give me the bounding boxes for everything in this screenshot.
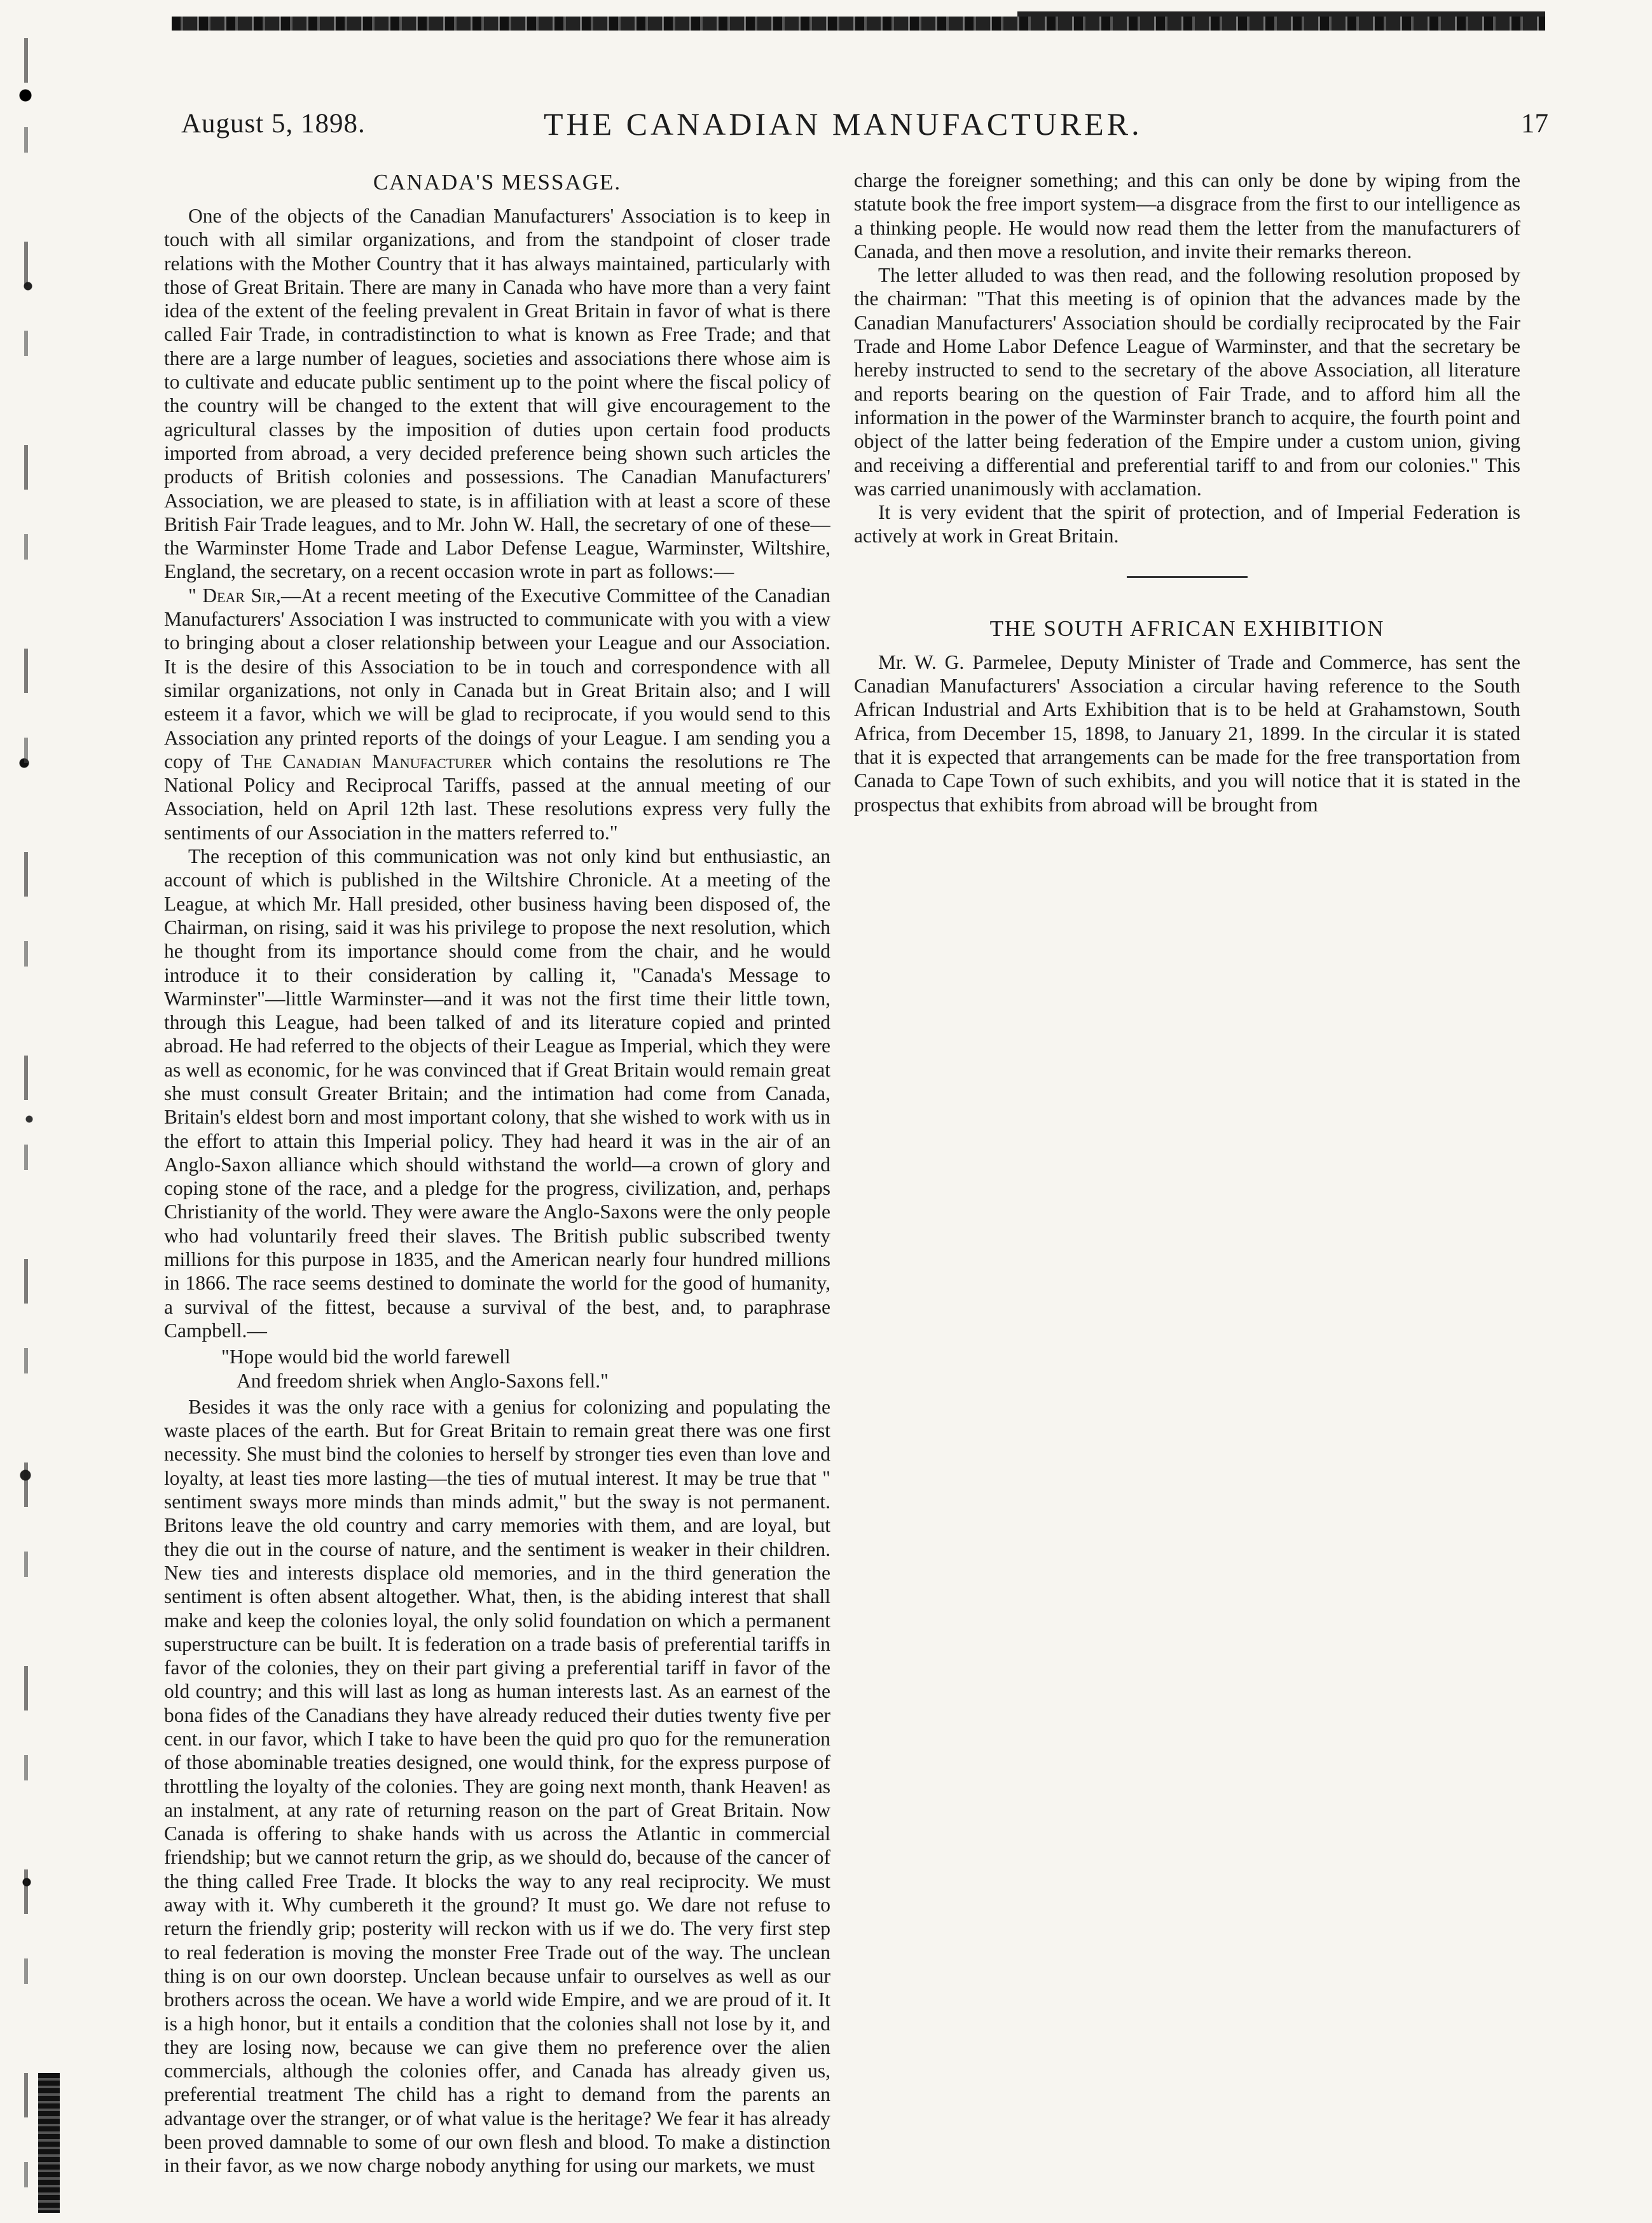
poem-line: "Hope would bid the world farewell <box>221 1346 511 1368</box>
scan-edge-top <box>172 17 1545 31</box>
left-column <box>164 169 830 2184</box>
binding-shadow <box>24 38 28 2200</box>
right-column <box>854 169 1520 2184</box>
poem-quote <box>221 1345 830 1393</box>
letter-salutation: " Dear Sir, <box>188 584 281 607</box>
article-paragraph: The reception of this communication was not only kind but enthusiastic, an account of which is published in the Wiltshire Chronicle. At a meeting of the League, at which Mr. Hall presided, other business having been disposed of, the Chairman, on rising, said it was his privilege to propose the next resolution, which he thought from its importance should come from the chair, and he would introduce it to their consideration by calling it, "Canada's Message to Warminster"—little Warminster—and it was not the first time their little town, through this League, had been talked of and its literature copied and printed abroad. He had referred to the objects of their League as Imperial, which they were as well as economic, for he was convinced that if Great Britain would remain great she must consult Greater Britain; and the intimation had come from Canada, Britain's eldest born and most important colony, that she wished to work with us in the effort to attain this Imperial policy. They had heard it was in the air of an Anglo-Saxon alliance which should withstand the world—a crown of glory and coping stone of the race, and a pledge for the progress, civilization, and, perhaps Christianity of the world. They were aware the Anglo-Saxons were the only people who had voluntarily freed their slaves. The British public subscribed twenty millions for this purpose in 1835, and the American nearly four hundred millions in 1866. The race seems destined to dominate the world for the good of humanity, a survival of the fittest, because a survival of the best, and, to paraphrase Campbell.— <box>164 845 830 1342</box>
letter-text: —At a recent meeting of the Executive Committee of the Canadian Manufacturers' Association I was instructed to communicate with you with a view to bringing about a closer relationship between your League and our Association. It is the desire of this Association to be in touch and correspondence with all similar organizations, not only in Canada but in Great Britain also; and I will esteem it a favor, which we will be glad to reciprocate, if you would send to this Association any printed reports of the doings of your League. I am sending you a copy of <box>164 584 830 773</box>
scan-edge-top-dark <box>1017 11 1545 17</box>
article-paragraph-continuation: charge the foreigner something; and this can only be done by wiping from the statute book the free import system—a disgrace from the first to our intelligence as a thinking people. He would now read them the letter from the manufacturers of Canada, and then move a resolution, and invite their remarks thereon. <box>854 169 1520 263</box>
article-paragraph: The letter alluded to was then read, and the following resolution proposed by the chairman: "That this meeting is of opinion that the advances made by the Canadian Manufacturers' Association should be cordially reciprocated by the Fair Trade and Home Labor Defence League of Warminster, and that the secretary be hereby instructed to send to the secretary of the above Association, all literature and reports bearing on the question of Fair Trade, and to afford him all the information in the power of the Warminster branch to acquire, the fourth point and object of the latter being federation of the Empire under a custom union, giving and receiving a differential and preferential tariff to and from our colonies." This was carried unanimously with acclamation. <box>854 264 1520 500</box>
article-paragraph: It is very evident that the spirit of protection, and of Imperial Federation is actively at work in Great Britain. <box>854 501 1520 547</box>
poem-line: And freedom shriek when Anglo-Saxons fell." <box>237 1369 609 1392</box>
publication-title: THE CANADIAN MANUFACTURER. <box>544 106 1143 142</box>
binding-bottom-shadow <box>38 2073 60 2213</box>
article-title: THE SOUTH AFRICAN EXHIBITION <box>989 616 1385 641</box>
publication-reference: The Canadian Manufacturer <box>241 750 492 773</box>
section-divider <box>1127 576 1248 578</box>
article-paragraph: One of the objects of the Canadian Manufacturers' Association is to keep in touch with all similar organizations, and from the standpoint of closer trade relations with the Mother Country that it has always maintained, particularly with those of Great Britain. There are many in Canada who have more than a very faint idea of the extent of the feeling prevalent in Great Britain in favor of what is there called Fair Trade, in contradistinction to what is known as Free Trade; and that there are a large number of leagues, societies and associations there whose aim is to cultivate and educate public sentiment up to the point where the fiscal policy of the country will be changed to the extent that will give encouragement to the agricultural classes by the imposition of duties upon certain food products imported from abroad, a very decided preference being shown such articles the products of British colonies and possessions. The Canadian Manufacturers' Association, we are pleased to state, is in affiliation with at least a score of these British Fair Trade leagues, and to Mr. John W. Hall, the secretary of one of these—the Warminster Home Trade and Labor Defense League, Warminster, Wiltshire, England, the secretary, on a recent occasion wrote in part as follows:— <box>164 205 830 583</box>
letter-paragraph <box>164 584 830 844</box>
article-paragraph: Mr. W. G. Parmelee, Deputy Minister of Trade and Commerce, has sent the Canadian Manufacturers' Association a circular having reference to the South African Industrial and Arts Exhibition that is to be held at Grahamstown, South Africa, from December 15, 1898, to January 21, 1899. In the circular it is stated that it is expected that arrangements can be made for the free transportation from Canada to Cape Town of such exhibits, and you will notice that it is stated in the prospectus that exhibits from abroad will be brought from <box>854 650 1520 816</box>
page-header <box>181 108 1548 153</box>
page-number: 17 <box>1521 109 1548 139</box>
article-paragraph-continued: Besides it was the only race with a genius for colonizing and populating the waste places of the earth. But for Great Britain to remain great there was one first necessity. She must bind the colonies to herself by stronger ties even than love and loyalty, at least ties more lasting—the ties of mutual interest. It may be true that " sentiment sways more minds than minds admit," but the sway is not permanent. Britons leave the old country and carry memories with them, and are loyal, but they die out in the course of nature, and the sentiment is weaker in their children. New ties and interests displace old memories, and in the third generation the sentiment is often absent altogether. What, then, is the abiding interest that shall make and keep the colonies loyal, the only solid foundation on which a permanent superstructure can be built. It is federation on a trade basis of preferential tariffs in favor of the colonies, they on their part giving a preferential tariff in favor of the old country; and this will last as long as human interests last. As an earnest of the bona fides of the Canadians they have already reduced their duties twenty five per cent. in our favor, which I take to have been the quid pro quo for the remuneration of those abominable treaties designed, one would think, for the express purpose of throttling the loyalty of the colonies. They are going next month, thank Heaven! as an instalment, at any rate of returning reason on the part of Great Britain. Now Canada is offering to shake hands with us across the Atlantic in commercial friendship; but we cannot return the grip, as we should do, because of the cancer of the thing called Free Trade. It blocks the way to any real reciprocity. We must away with it. Why cumbereth it the ground? It must go. We dare not refuse to return the friendly grip; posterity will reckon with us if we do. The very first step to real federation is moving the monster Free Trade out of the way. The unclean thing is on our own doorstep. Unclean because unfair to ourselves as well as our brothers across the ocean. We have a world wide Empire, and we are proud of it. It is a high honor, but it entails a condition that the colonies shall not lose by it, and they are losing now, because we can give them no preference over the alien commercials, although the colonies offer, and Canada has already given us, preferential treatment The child has a right to demand from the parents an advantage over the stranger, or of what value is the heritage? We fear it has already been proved damnable to some of our own flesh and blood. To make a distinction in their favor, as we now charge nobody anything for using our markets, we must <box>164 1395 830 2177</box>
issue-date: August 5, 1898. <box>181 109 366 139</box>
article-title: CANADA'S MESSAGE. <box>373 170 622 195</box>
binding-edge <box>0 25 57 2213</box>
letter-text-end: which contains the resolutions re The National Policy and Reciprocal Tariffs, passed at the annual meeting of our Association, held on April 12th last. These resolutions express very fully the sentiments of our Association in the matters referred to." <box>164 750 830 844</box>
